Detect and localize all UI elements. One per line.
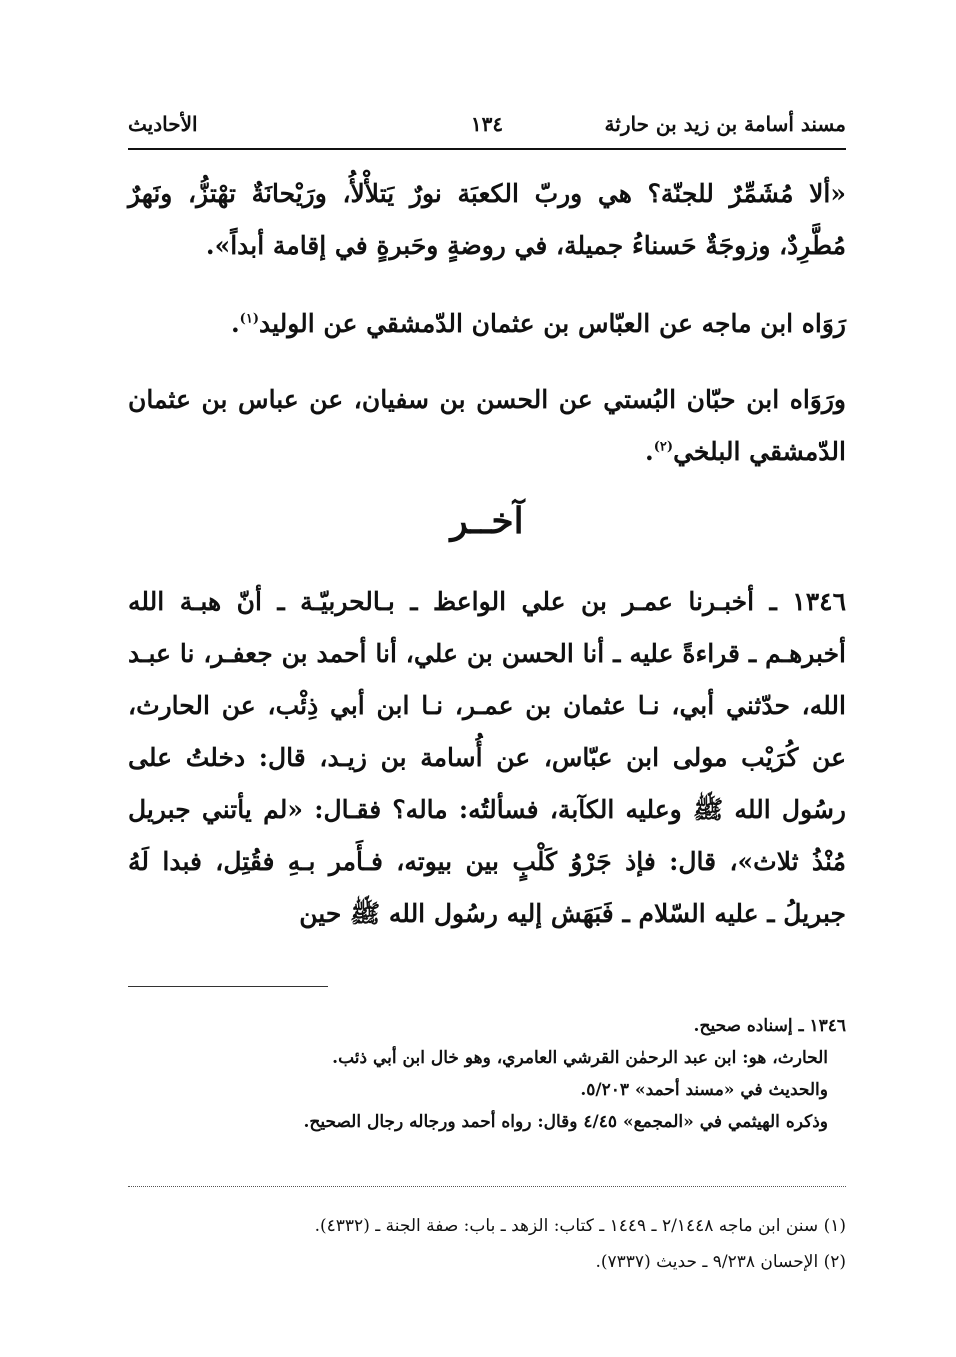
note-line: وذكره الهيثمي في «المجمع» ٤/٤٥ وقال: رواه أحمد ورجاله رجال الصحيح. bbox=[303, 1112, 828, 1132]
narration-ibn-majah bbox=[128, 298, 846, 350]
paragraph-end: . bbox=[645, 437, 654, 466]
footnote-2: (٢) الإحسان ٩/٢٣٨ ـ حديث (٧٣٣٧). bbox=[595, 1252, 846, 1272]
book-title: مسند أسامة بن زيد بن حارثة bbox=[604, 112, 846, 136]
paragraph-text: «ألا مُشَمِّرٌ للجنّة؟ هي وربّ الكعبَة نورٌ يَتلأْلأُ، ورَيْحانَةٌ تهْتزُّ، ونَهرٌ مُطَّرِدٌ، وزوجَةٌ حَسناءُ جميلة، في روضةٍ وحَبرةٍ في إقامة أبداً». bbox=[128, 179, 846, 260]
hadith-1346 bbox=[128, 576, 846, 940]
header-rule bbox=[128, 148, 846, 150]
paragraph-text: ورَوَاه ابن حبّان البُستي عن الحسن بن سفيان، عن عباس بن عثمان الدّمشقي البلخي bbox=[128, 385, 846, 466]
note-line: ١٣٤٦ ـ إسناده صحيح. bbox=[693, 1016, 846, 1036]
note-line: والحديث في «مسند أحمد» ٥/٢٠٣. bbox=[580, 1080, 828, 1100]
footnotes bbox=[128, 1208, 846, 1280]
note-line: الحارث، هو: ابن عبد الرحمٰن القرشي العامري، وهو خال ابن أبي ذئب. bbox=[332, 1048, 828, 1068]
footnote-ref-1[interactable]: (١) bbox=[239, 311, 259, 327]
running-header bbox=[128, 108, 846, 142]
page-number: ١٣٤ bbox=[470, 112, 504, 136]
narration-ibn-hibban bbox=[128, 374, 846, 478]
footnote-1: (١) سنن ابن ماجه ٢/١٤٤٨ ـ ١٤٤٩ ـ كتاب: الزهد ـ باب: صفة الجنة ـ (٤٣٣٢). bbox=[314, 1216, 846, 1236]
footnotes-divider bbox=[128, 1186, 846, 1187]
paragraph-text: رَوَاه ابن ماجه عن العبّاس بن عثمان الدّمشقي عن الوليد bbox=[258, 309, 846, 338]
notes-divider bbox=[128, 986, 328, 987]
paragraph-text: ١٣٤٦ ـ أخبـرنا عمـر بن علي الواعظ ـ بـالحربيّـة ـ أنّ هبـة الله أخبرهـم ـ قراءةً عليه ـ أنا الحسن بن علي، أنا أحمد بن جعفـر، نا عبـد الله، حدّثني أبي، نـا عثمان بن عمـر، نـا ابن أبي ذِئْب، عن الحارث، عن كُرَيْب مولى ابن عبّاس، عن أُسامة بن زيـد، قال: دخلتُ على رسُول الله ﷺ وعليه الكآبة، فسألتُه: ماله؟ فقـال: «لم يأتني جبريل مُنْذُ ثلاث»، قال: فإذ جَرْوُ كَلْبٍ بين بيوته، فـأَمر بـهِ فقُتِل، فبدا لَهُ جبريلُ ـ عليه السّلام ـ فَبَهَش إليه رسُول الله ﷺ حين bbox=[128, 587, 846, 928]
footnote-ref-2[interactable]: (٢) bbox=[653, 439, 674, 455]
hadith-continuation bbox=[128, 168, 846, 272]
paragraph-end: . bbox=[230, 309, 240, 338]
section-title: الأحاديث bbox=[128, 112, 198, 136]
section-heading: آخــر bbox=[450, 500, 524, 542]
commentary-notes bbox=[128, 1010, 846, 1138]
